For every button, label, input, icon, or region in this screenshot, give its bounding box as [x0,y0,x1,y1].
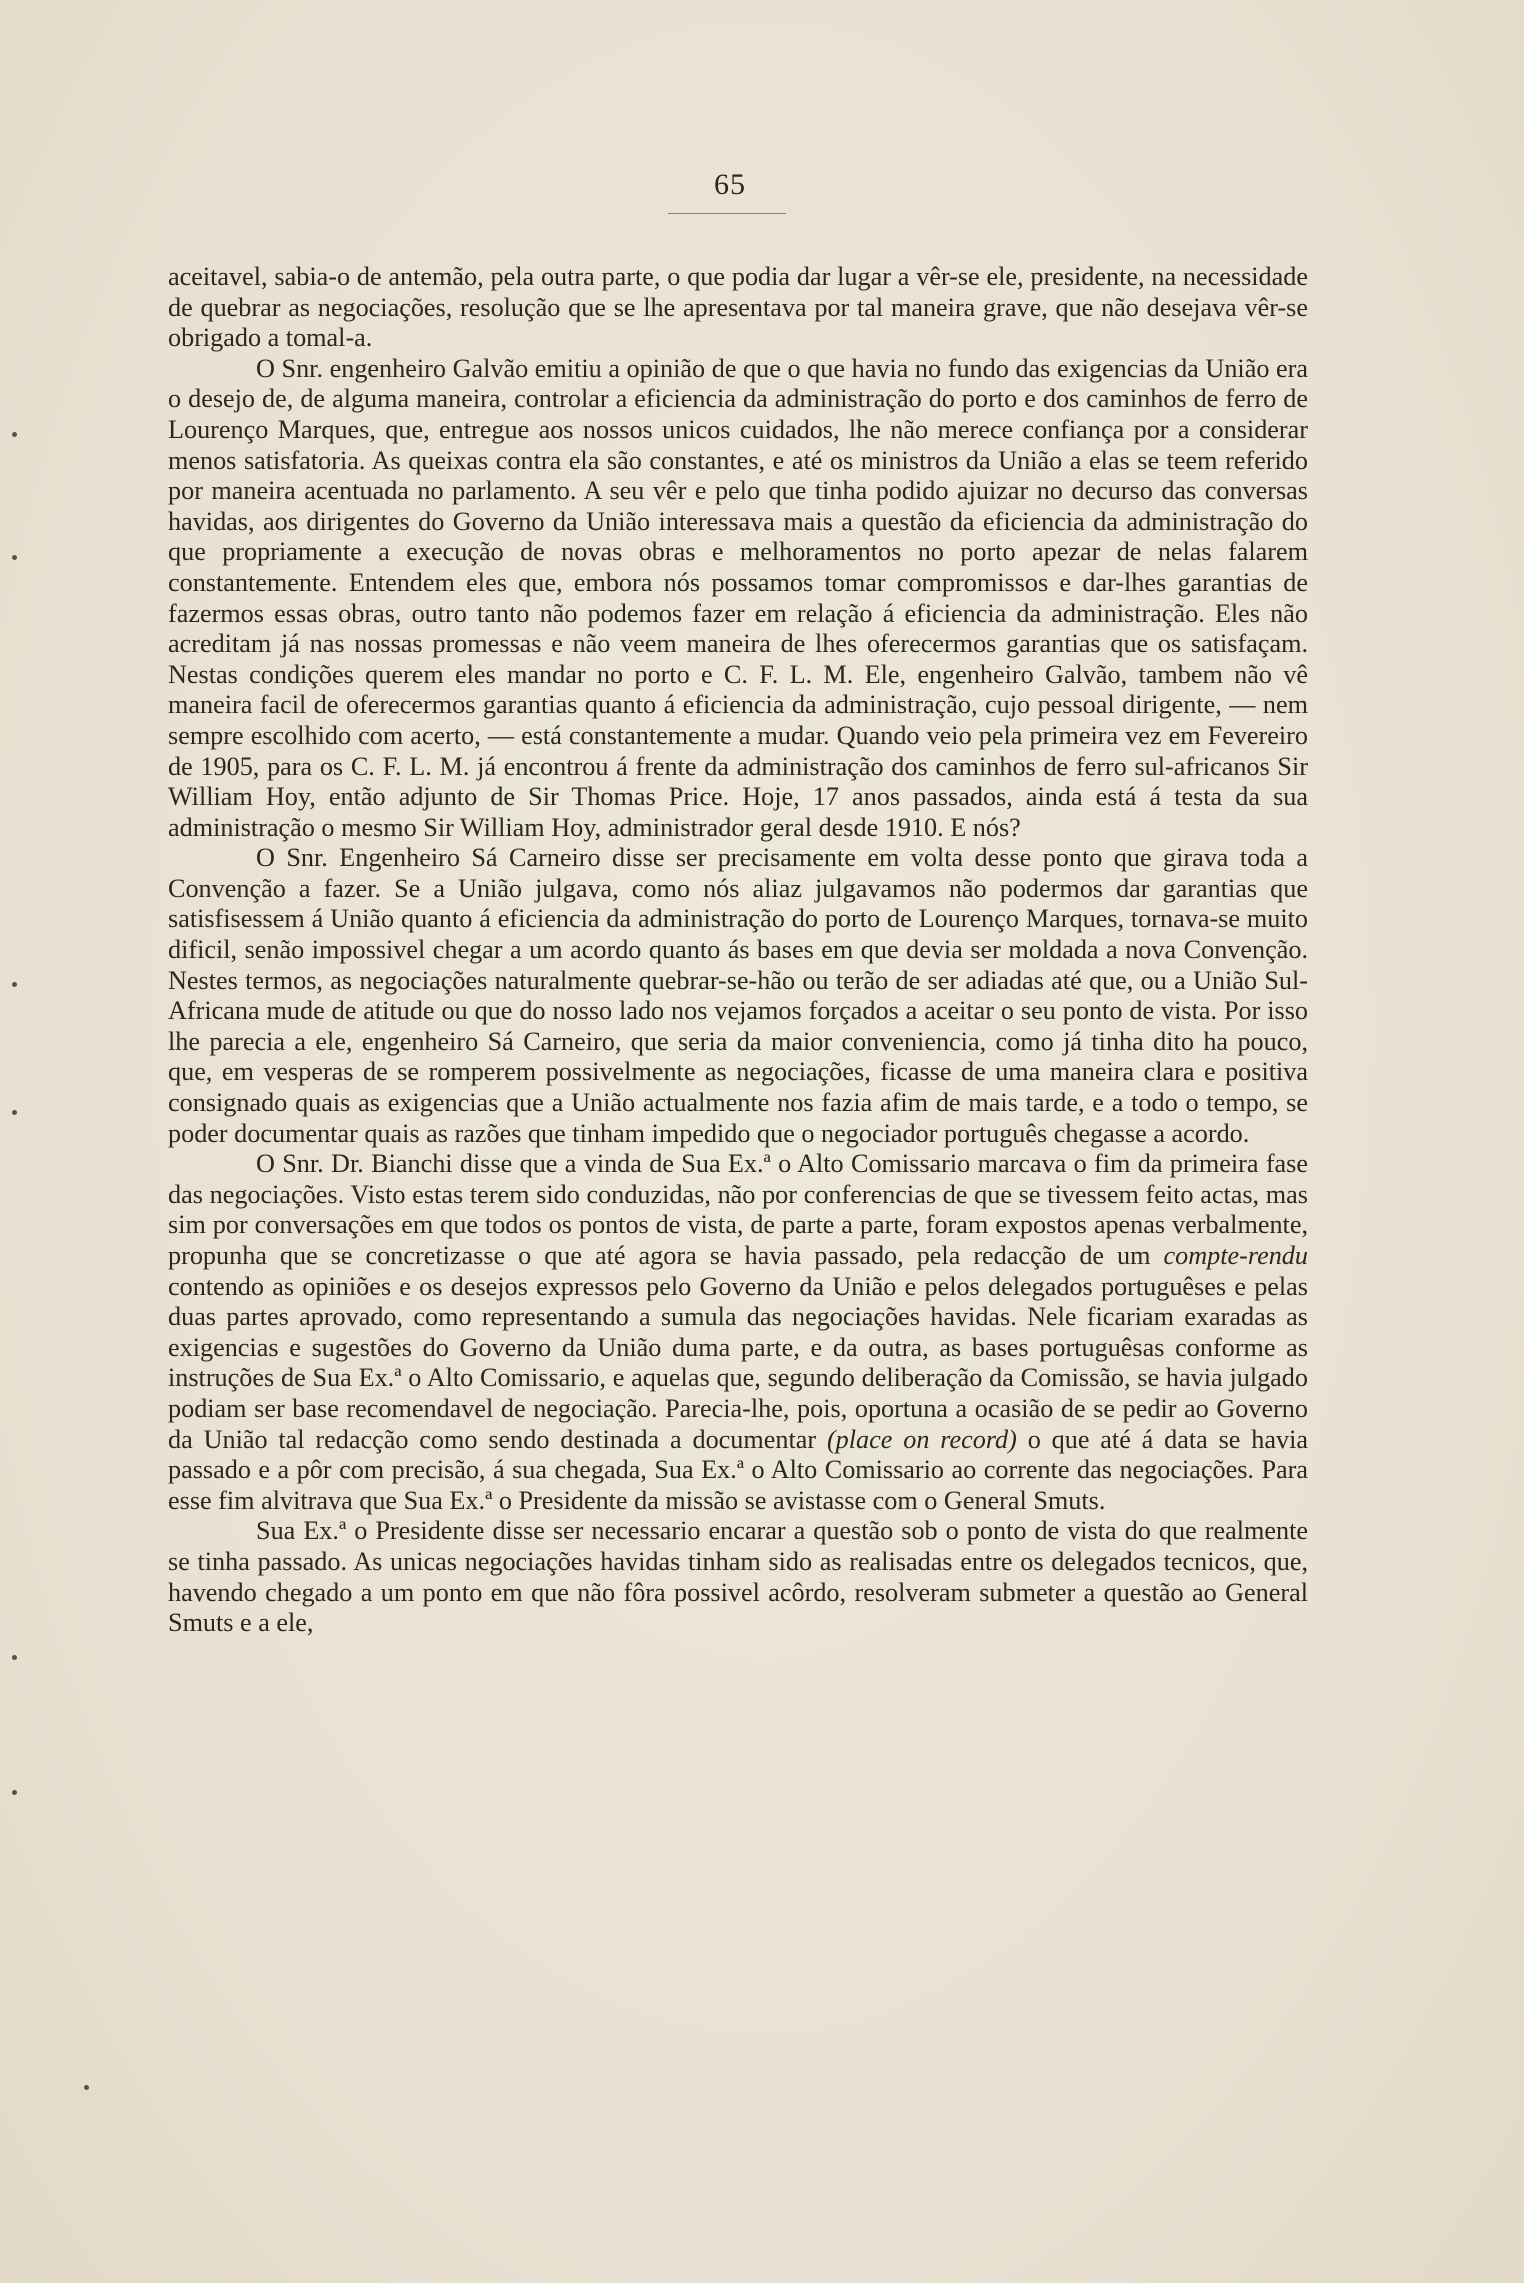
margin-speck [12,432,17,437]
paragraph [168,1149,1308,1516]
page-number: 65 [714,168,746,201]
body-text [168,262,1308,1639]
paragraph [168,1516,1308,1638]
margin-speck [12,1790,17,1795]
paragraph [168,262,1308,354]
text-run: o que até á data se havia passado e a pôr com precisão, á sua chegada, Sua Ex.ª o Alto Comissario ao corrente das negociações. Para esse fim alvitrava que Sua Ex.ª o Presidente da missão se avistasse com o General Smuts. [168,1424,1308,1515]
margin-speck [12,982,17,987]
italic-phrase: (place on record) [826,1424,1017,1454]
paragraph [168,354,1308,844]
margin-speck [12,1655,17,1660]
margin-speck [84,2085,89,2090]
text-run: O Snr. Engenheiro Sá Carneiro disse ser precisamente em volta desse ponto que girava toda a Convenção a fazer. Se a União julgava, como nós aliaz julgavamos não podermos dar garantias que satisfisessem á União quanto á eficiencia da administração do porto de Lourenço Marques, tornava-se muito dificil, senão impossivel chegar a um acordo quanto ás bases em que devia ser moldada a nova Convenção. Nestes termos, as negociações naturalmente quebrar-se-hão ou terão de ser adiadas até que, ou a União Sul-Africana mude de atitude ou que do nosso lado nos vejamos forçados a aceitar o seu ponto de vista. Por isso lhe parecia a ele, engenheiro Sá Carneiro, que seria da maior conveniencia, como já tinha dito ha pouco, que, em vesperas de se romperem possivelmente as negociações, ficasse de uma maneira clara e positiva consignado quais as exigencias que a União actualmente nos fazia afim de mais tarde, e a todo o tempo, se poder documentar quais as razões que tinham impedido que o negociador português chegasse a acordo. [168,843,1308,1148]
paragraph [168,843,1308,1149]
margin-speck [12,1110,17,1115]
margin-speck [12,555,17,560]
text-run: Sua Ex.ª o Presidente disse ser necessario encarar a questão sob o ponto de vista do que realmente se tinha passado. As unicas negociações havidas tinham sido as realisadas entre os delegados tecnicos, que, havendo chegado a um ponto em que não fôra possivel acôrdo, resolveram submeter a questão ao General Smuts e a ele, [168,1516,1308,1638]
text-run: aceitavel, sabia-o de antemão, pela outra parte, o que podia dar lugar a vêr-se ele, presidente, na necessidade de quebrar as negociações, resolução que se lhe apresentava por tal maneira grave, que não desejava vêr-se obrigado a tomal-a. [168,262,1308,353]
text-run: contendo as opiniões e os desejos expressos pelo Governo da União e pelos delegados portuguêses e pelas duas partes aprovado, como representando a sumula das negociações havidas. Nele ficariam exaradas as exigencias e sugestões do Governo da União duma parte, e da outra, as bases portuguêsas conforme as instruções de Sua Ex.ª o Alto Comissario, e aquelas que, segundo deliberação da Comissão, se havia julgado podiam ser base recomendavel de negociação. Parecia-lhe, pois, oportuna a ocasião de se pedir ao Governo da União tal redacção como sendo destinada a documentar [168,1271,1308,1454]
italic-phrase: compte-rendu [1163,1241,1308,1270]
text-run: O Snr. Dr. Bianchi disse que a vinda de Sua Ex.ª o Alto Comissario marcava o fim da primeira fase das negociações. Visto estas terem sido conduzidas, não por conferencias de que se tivessem feito actas, mas sim por conversações em que todos os pontos de vista, de parte a parte, foram expostos apenas verbalmente, propunha que se concretizasse o que até agora se havia passado, pela redacção de um [168,1149,1308,1270]
text-run: O Snr. engenheiro Galvão emitiu a opinião de que o que havia no fundo das exigencias da União era o desejo de, de alguma maneira, controlar a eficiencia da administração do porto e dos caminhos de ferro de Lourenço Marques, que, entregue aos nossos unicos cuidados, lhe não merece confiança por a considerar menos satisfatoria. As queixas contra ela são constantes, e até os ministros da União a elas se teem referido por maneira acentuada no parlamento. A seu vêr e pelo que tinha podido ajuizar no decurso das conversas havidas, aos dirigentes do Governo da União interessava mais a questão da eficiencia da administração do que propriamente a execução de novas obras e melhoramentos no porto apezar de nelas falarem constantemente. Entendem eles que, embora nós possamos tomar compromissos e dar-lhes garantias de fazermos essas obras, outro tanto não podemos fazer em relação á eficiencia da administração. Eles não acreditam já nas nossas promessas e não veem maneira de lhes oferecermos garantias que os satisfaçam. Nestas condições querem eles mandar no porto e C. F. L. M. Ele, engenheiro Galvão, tambem não vê maneira facil de oferecermos garantias quanto á eficiencia da administração, cujo pessoal dirigente, — nem sempre escolhido com acerto, — está constantemente a mudar. Quando veio pela primeira vez em Fevereiro de 1905, para os C. F. L. M. já encontrou á frente da administração dos caminhos de ferro sul-africanos Sir William Hoy, então adjunto de Sir Thomas Price. Hoje, 17 anos passados, ainda está á testa da sua administração o mesmo Sir William Hoy, administrador geral desde 1910. E nós? [168,353,1308,842]
header-rule [668,213,786,214]
